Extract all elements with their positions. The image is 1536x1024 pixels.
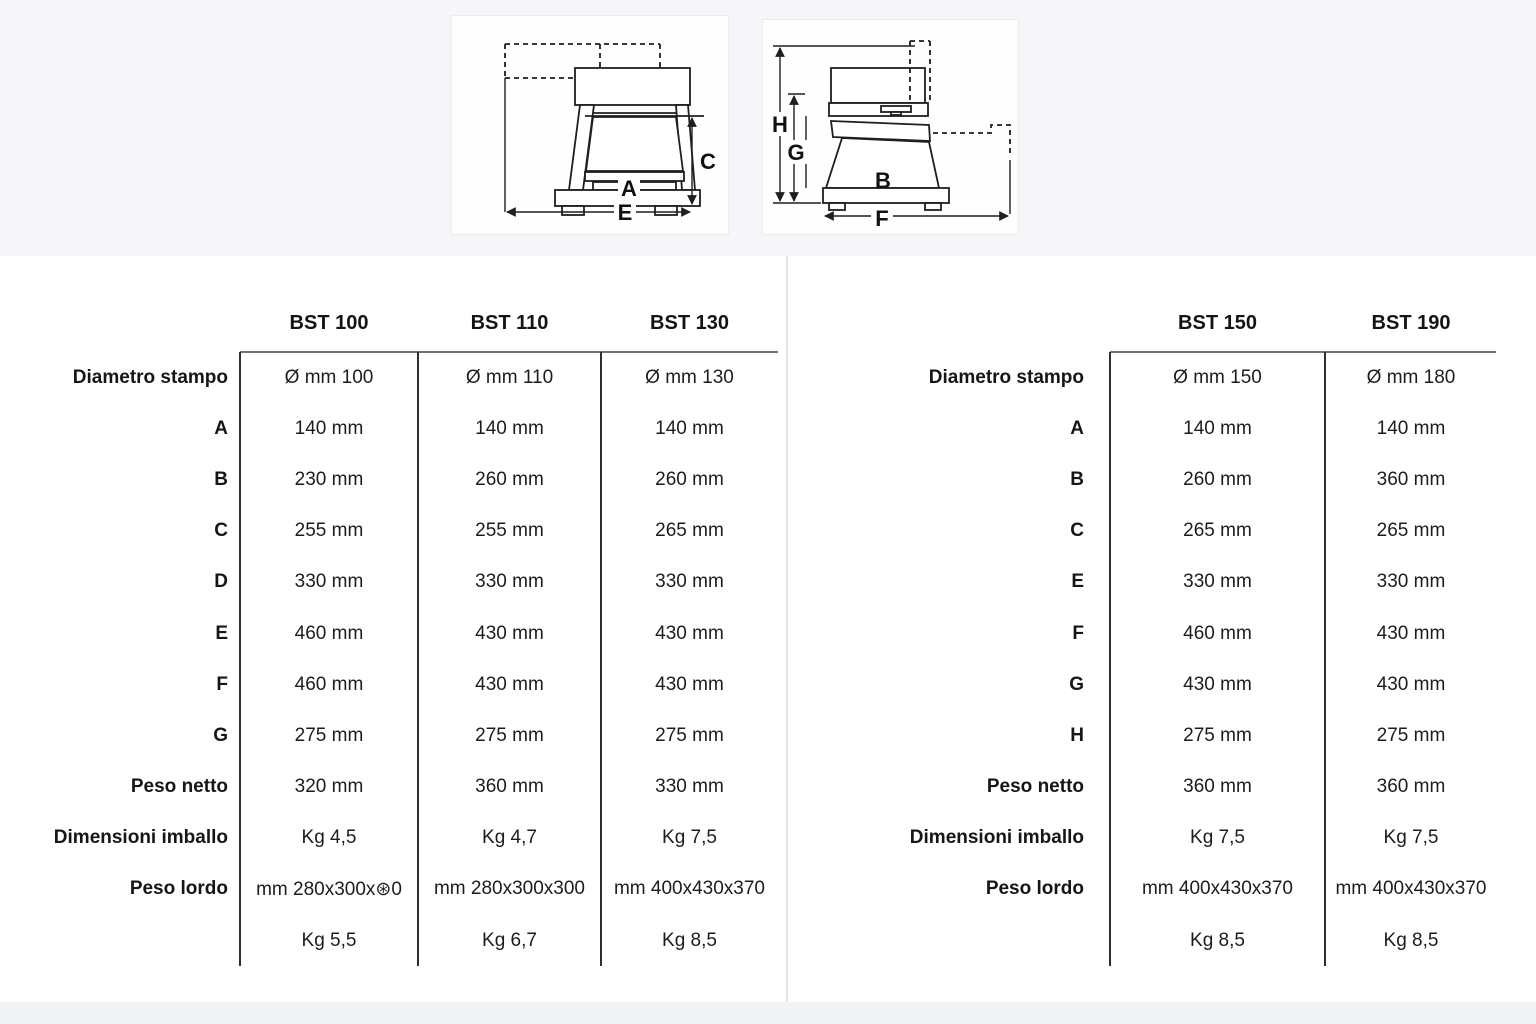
left-table-column-rule [600,352,602,966]
cell-value: 260 mm [655,468,724,490]
row-label: Diametro stampo [928,366,1084,388]
cell-value: 460 mm [1183,622,1252,644]
cell-value: 330 mm [1376,571,1446,593]
left-table-top-rule [240,351,778,353]
row-label: Dimensioni imballo [53,827,228,849]
cell-value: Ø mm 110 [465,366,554,388]
cell-value: 460 mm [294,622,364,644]
cell-value: mm 400x430x370 [1141,878,1294,900]
row-label: G [213,724,228,746]
right-table-column-rule [1109,352,1111,966]
cell-value: Kg 8,5 [1190,929,1245,951]
front-view-diagram [452,16,728,234]
cell-value: 140 mm [1183,417,1252,439]
row-label: E [1071,571,1084,593]
cell-value: Kg 8,5 [1383,929,1439,951]
column-header: BST 150 [1178,312,1257,334]
row-label: Diametro stampo [72,366,228,388]
row-label: H [1070,724,1084,746]
cell-value: 255 mm [294,520,364,542]
right-table-top-rule [1110,351,1496,353]
cell-value: 430 mm [655,673,724,695]
side-open-lid-dashed [933,125,1010,157]
row-label [800,915,1110,966]
dim-label-a: A [621,176,637,201]
row-label: B [214,468,228,490]
cell-value: Kg 8,5 [662,929,717,951]
row-label: F [216,673,228,695]
front-view-drawing [452,16,728,234]
cell-value: 140 mm [475,417,544,439]
row-label: G [1069,673,1084,695]
side-machine-outline [773,41,1010,216]
cell-value: Kg 7,5 [1190,827,1245,849]
row-label: C [214,520,228,542]
dim-label-c: C [700,149,716,174]
cell-value: Kg 4,5 [301,827,357,849]
top-band [0,0,1536,256]
cell-value: 260 mm [475,468,544,490]
row-label: C [1070,520,1084,542]
right-spec-table [800,295,1497,966]
cell-value: mm 400x430x370 [613,878,766,900]
row-label: Peso netto [986,776,1084,798]
cell-value: 275 mm [1183,724,1252,746]
cell-value: 265 mm [655,520,724,542]
cell-value: 430 mm [1376,622,1446,644]
row-label: F [1072,622,1084,644]
side-view-drawing [763,20,1018,234]
column-header: BST 130 [650,312,729,334]
right-table-column-rule [1324,352,1326,966]
cell-value: 275 mm [1376,724,1446,746]
cell-value: 360 mm [475,776,544,798]
dim-label-e: E [617,200,633,225]
cell-value: 275 mm [475,724,544,746]
row-label: A [214,417,228,439]
cell-value: Kg 7,5 [1383,827,1439,849]
cell-value: 255 mm [475,520,544,542]
row-label: A [1070,417,1084,439]
header-spacer [800,295,1110,352]
cell-value: 140 mm [1376,417,1446,439]
cell-value: Kg 5,5 [301,929,357,951]
cell-value: 430 mm [655,622,724,644]
header-spacer [0,295,240,352]
dim-label-h: H [772,112,788,137]
side-view-diagram [763,20,1018,234]
bottom-band [0,1002,1536,1024]
cell-value: 360 mm [1376,468,1446,490]
cell-value: 360 mm [1376,776,1446,798]
cell-value: mm 400x430x370 [1335,878,1487,900]
cell-value: Kg 4,7 [482,827,537,849]
cell-value: 330 mm [655,571,724,593]
row-label: Peso lordo [985,878,1084,900]
cell-value: Ø mm 100 [284,366,374,388]
cell-value: 265 mm [1183,520,1252,542]
cell-value: Ø mm 150 [1173,366,1262,388]
dim-label-b: B [875,168,891,193]
cell-value: 430 mm [475,622,544,644]
dim-label-g: G [787,140,805,165]
row-label: B [1070,468,1084,490]
panel-divider [786,256,788,1002]
row-label: Peso netto [130,776,228,798]
column-header: BST 100 [289,312,369,334]
cell-value: 430 mm [1376,673,1446,695]
cell-value: 265 mm [1376,520,1446,542]
front-machine-outline [505,44,704,215]
row-label: Dimensioni imballo [909,827,1084,849]
cell-value: 320 mm [294,776,364,798]
cell-value: Kg 7,5 [662,827,717,849]
cell-value: 230 mm [294,468,364,490]
cell-value: Ø mm 130 [645,366,734,388]
cell-value: mm 280x300x300 [433,878,586,900]
dim-label-f: F [875,206,889,231]
cell-value: 330 mm [475,571,544,593]
cell-value: 430 mm [475,673,544,695]
cell-value: mm 280x300x⊛0 [256,878,402,900]
cell-value: 330 mm [294,571,364,593]
cell-value: Ø mm 180 [1366,366,1456,388]
row-label [0,915,240,966]
cell-value: 275 mm [294,724,364,746]
left-spec-table [0,295,778,966]
cell-value: 360 mm [1183,776,1252,798]
column-header: BST 190 [1371,312,1451,334]
cell-value: 330 mm [1183,571,1252,593]
cell-value: 140 mm [294,417,364,439]
cell-value: 460 mm [294,673,364,695]
row-label: E [215,622,228,644]
cell-value: 140 mm [655,417,724,439]
cell-value: 275 mm [655,724,724,746]
cell-value: 430 mm [1183,673,1252,695]
left-table-column-rule [417,352,419,966]
column-header: BST 110 [470,312,549,334]
left-table-column-rule [239,352,241,966]
cell-value: Kg 6,7 [482,929,537,951]
cell-value: 260 mm [1183,468,1252,490]
cell-value: 330 mm [655,776,724,798]
row-label: Peso lordo [129,878,228,900]
row-label: D [214,571,228,593]
